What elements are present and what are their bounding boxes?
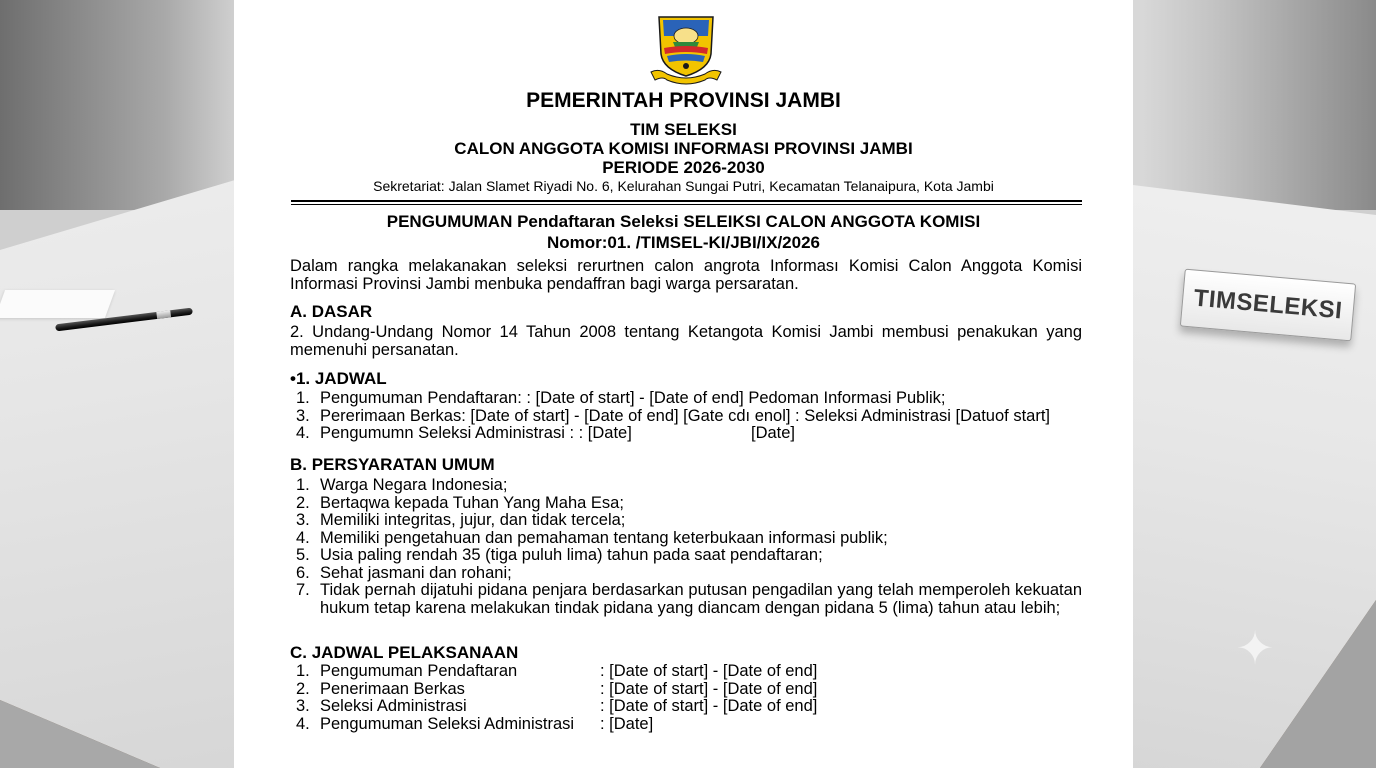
list-item xyxy=(290,663,1082,681)
schedule-label: Pengumuman Seleksi Administrasi xyxy=(320,714,575,733)
header-divider-thick xyxy=(291,200,1082,202)
team-title: TIM SELEKSI xyxy=(630,120,737,139)
list-text: Memiliki integritas, jujur, dan tidak tercela; xyxy=(320,511,626,529)
list-text: Bertaqwa kepada Tuhan Yang Maha Esa; xyxy=(320,493,624,512)
list-text: Pererimaan Berkas: [Date of start] - [Date of end] [Gate cdı enol] : Seleksi Administrasi [Datuof start] xyxy=(320,406,1050,425)
list-item xyxy=(290,565,1082,583)
list-text: Pengumumn Seleksi Administrasi : : [Date] [Date] xyxy=(320,424,796,442)
list-number: 1. xyxy=(296,389,310,407)
list-number: 3. xyxy=(296,697,310,715)
schedule-value: : [Date] xyxy=(600,714,654,733)
government-title: PEMERINTAH PROVINSI JAMBI xyxy=(526,89,841,112)
announcement-document xyxy=(234,0,1133,768)
announcement-number: Nomor:01. /TIMSEL-KI/JBI/IX/2026 xyxy=(546,233,820,252)
candidate-title: CALON ANGGOTA KOMISI INFORMASI PROVINSI JAMBI xyxy=(454,139,913,158)
sparkle-icon: ✦ xyxy=(1235,621,1275,675)
list-number: 6. xyxy=(296,563,310,582)
list-number: 4. xyxy=(296,424,310,442)
section-heading-persyaratan: B. PERSYARATAN UMUM xyxy=(290,455,495,474)
period-title: PERIODE 2026-2030 xyxy=(602,158,765,177)
list-item xyxy=(290,495,1082,513)
list-number: 2. xyxy=(296,679,310,698)
schedule-label: Pengumuman Pendaftaran xyxy=(320,662,518,680)
list-text: Pengumuman Pendaftaran: : [Date of start] - [Date of end] Pedoman Informasi Publik; xyxy=(320,389,946,407)
list-item xyxy=(290,530,1082,548)
schedule-value: : [Date of start] - [Date of end] xyxy=(600,697,818,715)
list-number: 1. xyxy=(296,662,310,680)
list-item xyxy=(290,390,1082,408)
list-item xyxy=(290,698,1082,716)
jadwal-list xyxy=(290,390,1082,443)
jambi-province-emblem-icon xyxy=(649,14,723,86)
list-item xyxy=(290,681,1082,699)
list-item xyxy=(290,582,1082,617)
list-number: 4. xyxy=(296,528,310,547)
section-heading-jadwal: •1. JADWAL xyxy=(290,369,387,388)
schedule-value: : [Date of start] - [Date of end] xyxy=(600,679,818,698)
list-text: Memiliki pengetahuan dan pemahaman tentang keterbukaan informasi publik; xyxy=(320,528,888,547)
intro-paragraph: Dalam rangka melakanakan seleksi rerurtnen calon angrota Informası Komisi Calon Anggota Komisi Informasi Provinsi Jambi menbuka pendaffran bagi warga persaratan. xyxy=(290,257,1082,293)
list-text: Usia paling rendah 35 (tiga puluh lima) tahun pada saat pendaftaran; xyxy=(320,546,823,564)
list-number: 4. xyxy=(296,714,310,733)
schedule-value: : [Date of start] - [Date of end] xyxy=(600,662,818,680)
list-item xyxy=(290,547,1082,565)
secretariat-address: Sekretariat: Jalan Slamet Riyadi No. 6, Kelurahan Sungai Putri, Kecamatan Telanaipura, Kota Jambi xyxy=(373,178,994,194)
paper-sheet xyxy=(0,290,115,318)
list-item xyxy=(290,425,1082,443)
list-text: Sehat jasmani dan rohani; xyxy=(320,563,512,582)
schedule-label: Seleksi Administrasi xyxy=(320,697,467,715)
section-heading-pelaksanaan: C. JADWAL PELAKSANAAN xyxy=(290,643,519,662)
list-number: 3. xyxy=(296,511,310,529)
header-divider-thin xyxy=(291,204,1082,205)
persyaratan-list xyxy=(290,477,1082,617)
section-heading-dasar: A. DASAR xyxy=(290,302,373,321)
list-number: 3. xyxy=(296,406,310,425)
schedule-label: Penerimaan Berkas xyxy=(320,679,465,698)
list-text: Warga Negara Indonesia; xyxy=(320,476,508,494)
list-number: 5. xyxy=(296,546,310,564)
announcement-title: PENGUMUMAN Pendaftaran Seleksi SELEIKSI CALON ANGGOTA KOMISI xyxy=(386,212,981,231)
list-number: 1. xyxy=(296,476,310,494)
list-number: 7. xyxy=(296,581,310,599)
list-item xyxy=(290,408,1082,426)
pelaksanaan-list xyxy=(290,663,1082,733)
nameplate-text: TIMSELEKSI xyxy=(1192,284,1344,325)
list-item xyxy=(290,716,1082,734)
dasar-paragraph: 2. Undang-Undang Nomor 14 Tahun 2008 tentang Ketangota Komisi Jambi membusi penakukan yang memenuhi persanatan. xyxy=(290,323,1082,359)
list-number: 2. xyxy=(296,493,310,512)
list-text: Tidak pernah dijatuhi pidana penjara berdasarkan putusan pengadilan yang telah memperoleh kekuatan hukum tetap karena melakukan tindak pidana yang diancam dengan pidana 5 (lima) tahun atau lebih; xyxy=(320,581,1082,617)
list-item xyxy=(290,512,1082,530)
list-item xyxy=(290,477,1082,495)
